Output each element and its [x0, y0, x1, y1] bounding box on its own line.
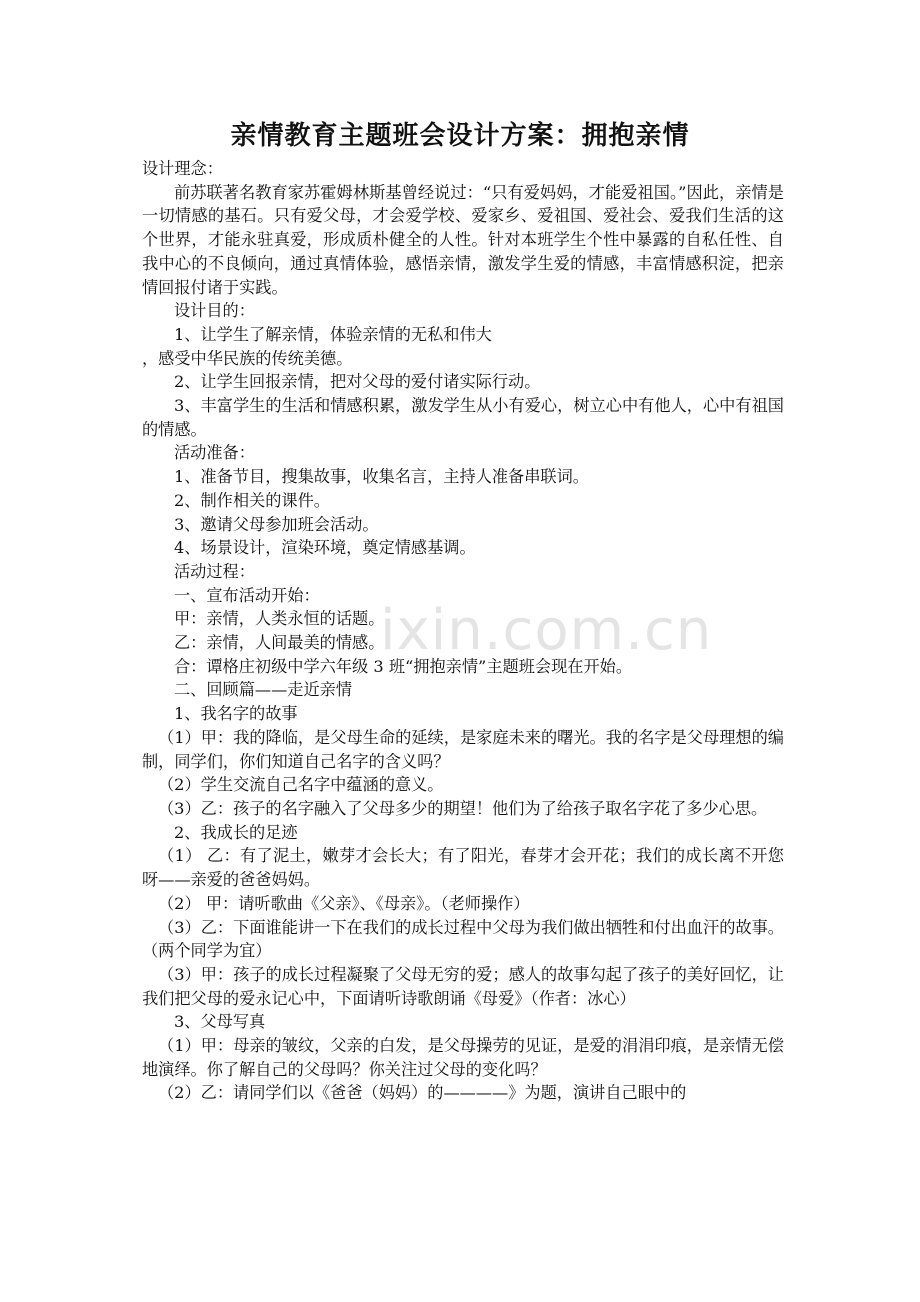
paragraph: 1、让学生了解亲情，体验亲情的无私和伟大 — [174, 324, 492, 344]
paragraph: 乙：亲情，人间最美的情感。 — [174, 633, 385, 653]
paragraph: （3）乙：孩子的名字融入了父母多少的期望！他们为了给孩子取名字花了多少心思。 — [158, 798, 768, 818]
paragraph: 2、我成长的足迹 — [174, 822, 298, 842]
paragraph: 2、让学生回报亲情，把对父母的爱付诸实际行动。 — [174, 372, 541, 392]
paragraph: 合：谭格庄初级中学六年级 3 班“拥抱亲情”主题班会现在开始。 — [174, 656, 633, 676]
paragraph: （1）甲：母亲的皱纹，父亲的白发，是父母操劳的见证，是爱的涓涓印痕，是亲情无偿地演绎。你了解自己的父母吗？你关注过父母的变化吗？ — [142, 1036, 784, 1079]
paragraph: 1、我名字的故事 — [174, 704, 298, 724]
paragraph: 一、宣布活动开始： — [174, 585, 320, 605]
paragraph: 1、准备节目，搜集故事，收集名言，主持人准备串联词。 — [174, 467, 589, 487]
paragraph: （3）乙：下面谁能讲一下在我们的成长过程中父母为我们做出牺牲和付出血汗的故事。（两个同学为宜） — [142, 917, 784, 961]
paragraph: 3、父母写真 — [174, 1012, 266, 1032]
paragraph: ，感受中华民族的传统美德。 — [142, 348, 353, 368]
paragraph: 设计理念： — [142, 159, 223, 178]
document-body — [142, 157, 784, 1105]
paragraph: （2）乙：请同学们以《爸爸（妈妈）的————》为题，演讲自己眼中的 — [158, 1083, 687, 1103]
paragraph: （3）甲：孩子的成长过程凝聚了父母无穷的爱；感人的故事勾起了孩子的美好回忆，让我们把父母的爱永记心中，下面请听诗歌朗诵《母爱》（作者：冰心） — [142, 964, 784, 1008]
paragraph: （1）甲：我的降临，是父母生命的延续，是家庭未来的曙光。我的名字是父母理想的编制，同学们，你们知道自己名字的含义吗？ — [142, 727, 784, 771]
paragraph: 活动准备： — [174, 443, 255, 463]
watermark: ixin.com.cn — [380, 598, 713, 663]
paragraph: 前苏联著名教育家苏霍姆林斯基曾经说过：“只有爱妈妈，才能爱祖国。”因此，亲情是一切情感的基石。只有爱父母，才会爱学校、爱家乡、爱祖国、爱社会、爱我们生活的这个世界，才能永驻真爱，形成质朴健全的人性。针对本班学生个性中暴露的自私任性、自我中心的不良倾向，通过真情体验，感悟亲情，激发学生爱的情感，丰富情感积淀，把亲情回报付诸于实践。 — [142, 182, 784, 297]
paragraph: 3、邀请父母参加班会活动。 — [174, 514, 379, 534]
paragraph: 3、丰富学生的生活和情感积累，激发学生从小有爱心，树立心中有他人，心中有祖国的情感。 — [142, 396, 784, 439]
paragraph: （2） 甲：请听歌曲《父亲》、《母亲》。（老师操作） — [158, 893, 530, 913]
paragraph: 活动过程： — [174, 561, 255, 581]
paragraph: 2、制作相关的课件。 — [174, 490, 330, 510]
paragraph: （2）学生交流自己名字中蕴涵的意义。 — [158, 775, 444, 795]
paragraph: 二、回顾篇——走近亲情 — [174, 680, 353, 700]
document-title: 亲情教育主题班会设计方案：拥抱亲情 — [230, 121, 690, 151]
paragraph: 设计目的： — [174, 301, 255, 321]
paragraph: （1） 乙：有了泥土，嫩芽才会长大；有了阳光，春芽才会开花；我们的成长离不开您呀——亲爱的爸爸妈妈。 — [142, 846, 784, 890]
paragraph: 4、场景设计，渲染环境，奠定情感基调。 — [174, 538, 476, 558]
paragraph: 甲：亲情，人类永恒的话题。 — [174, 609, 385, 629]
